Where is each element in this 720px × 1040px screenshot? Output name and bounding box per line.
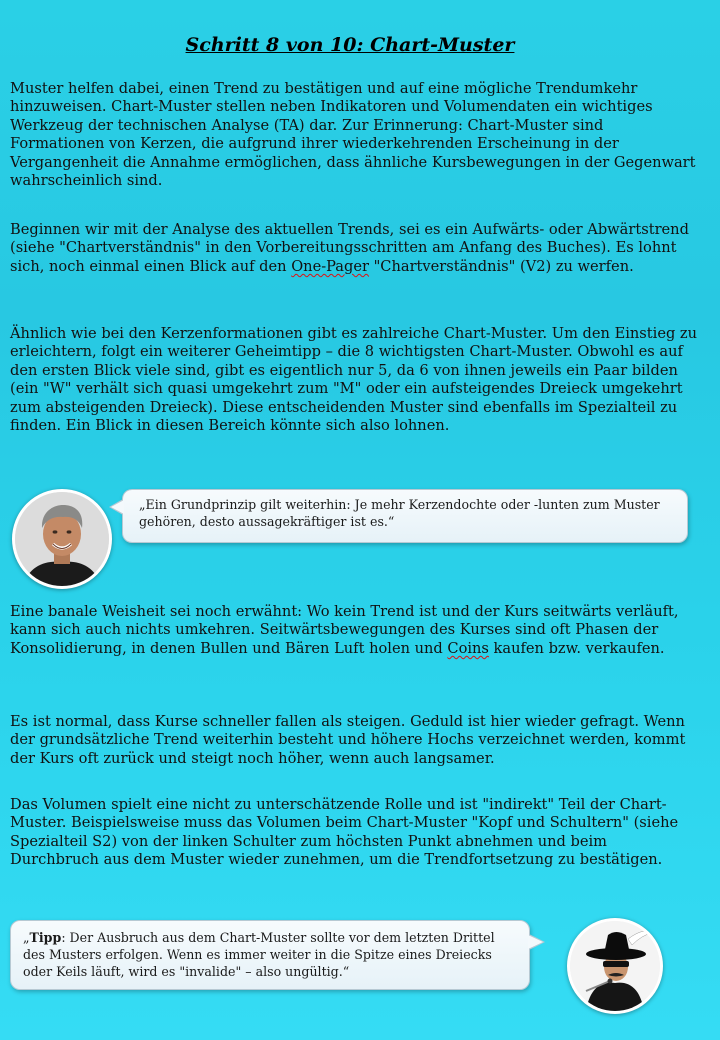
tip-label: Tipp — [29, 930, 62, 945]
paragraph-trend — [10, 221, 700, 276]
paragraph-sideways-text-a: Eine banale Weisheit sei noch erwähnt: Wo kein Trend ist und der Kurs seitwärts verläuft, kann sich auch nichts umkehren. Seitwärtsbewegungen des Kurses sind oft Phasen der Konsolidierung, in denen Bullen und Bären Luft holen und — [10, 603, 679, 657]
paragraph-trend-text-a: Beginnen wir mit der Analyse des aktuellen Trends, sei es ein Aufwärts- oder Abwärtstrend (siehe "Chartverständnis" in den Vorbereitungsschritten am Anfang des Buches). Es lohnt sich, noch einmal einen Blick auf den — [10, 221, 689, 275]
tip-bubble — [10, 920, 530, 990]
tip-open-quote: „ — [23, 930, 30, 945]
paragraph-sideways — [10, 603, 700, 658]
paragraph-intro: Muster helfen dabei, einen Trend zu bestätigen und auf eine mögliche Trendumkehr hinzuweisen. Chart-Muster stellen neben Indikatoren und Volumendaten ein wichtiges Werkzeug der technischen Analyse (TA) dar. Zur Erinnerung: Chart-Muster sind Formationen von Kerzen, die aufgrund ihrer wiederkehrenden Erscheinung in der Vergangenheit die Annahme ermöglichen, dass ähnliche Kursbewegungen in der Gegenwart wahrscheinlich sind. — [10, 80, 696, 190]
page-title: Schritt 8 von 10: Chart-Muster — [185, 34, 515, 56]
paragraph-patience: Es ist normal, dass Kurse schneller fallen als steigen. Geduld ist hier wieder gefragt. Wenn der grundsätzliche Trend weiterhin besteht und höhere Hochs verzeichnet werden, kommt der Kurs oft zurück und steigt noch höher, wenn auch langsamer. — [10, 713, 686, 767]
tip-text: : Der Ausbruch aus dem Chart-Muster sollte vor dem letzten Drittel des Musters erfolgen. Wenn es immer weiter in die Spitze eines Dreiecks oder Keils läuft, wird es "invalide" – also ungültig.“ — [23, 930, 495, 979]
paragraph-patterns: Ähnlich wie bei den Kerzenformationen gibt es zahlreiche Chart-Muster. Um den Einstieg zu erleichtern, folgt ein weiterer Geheimtipp – die 8 wichtigsten Chart-Muster. Obwohl es auf den ersten Blick viele sind, gibt es eigentlich nur 5, da 6 von ihnen jeweils ein Paar bilden (ein "W" verhält sich quasi umgekehrt zum "M" oder ein aufsteigendes Dreieck umgekehrt zum absteigenden Dreieck). Diese entscheidenden Muster sind ebenfalls im Spezialteil zu finden. Ein Blick in diesen Bereich könnte sich also lohnen. — [10, 325, 698, 435]
paragraph-sideways-text-b: kaufen bzw. verkaufen. — [488, 639, 665, 657]
masked-character-icon — [567, 918, 663, 1014]
author-quote-bubble — [122, 489, 688, 543]
author-portrait-icon — [12, 489, 112, 589]
author-quote-text: „Ein Grundprinzip gilt weiterhin: Je mehr Kerzendochte oder -lunten zum Muster gehören, desto aussagekräftiger ist es.“ — [139, 497, 660, 529]
paragraph-trend-text-b: "Chartverständnis" (V2) zu werfen. — [368, 257, 634, 275]
spellcheck-marked-word: Coins — [447, 639, 489, 657]
paragraph-volume: Das Volumen spielt eine nicht zu unterschätzende Rolle und ist "indirekt" Teil der Chart-Muster. Beispielsweise muss das Volumen beim Chart-Muster "Kopf und Schultern" (siehe Spezialteil S2) von der linken Schulter zum höchsten Punkt abnehmen und beim Durchbruch aus dem Muster wieder zunehmen, um die Trendfortsetzung zu bestätigen. — [10, 796, 679, 869]
spellcheck-marked-word: One-Pager — [291, 257, 369, 275]
